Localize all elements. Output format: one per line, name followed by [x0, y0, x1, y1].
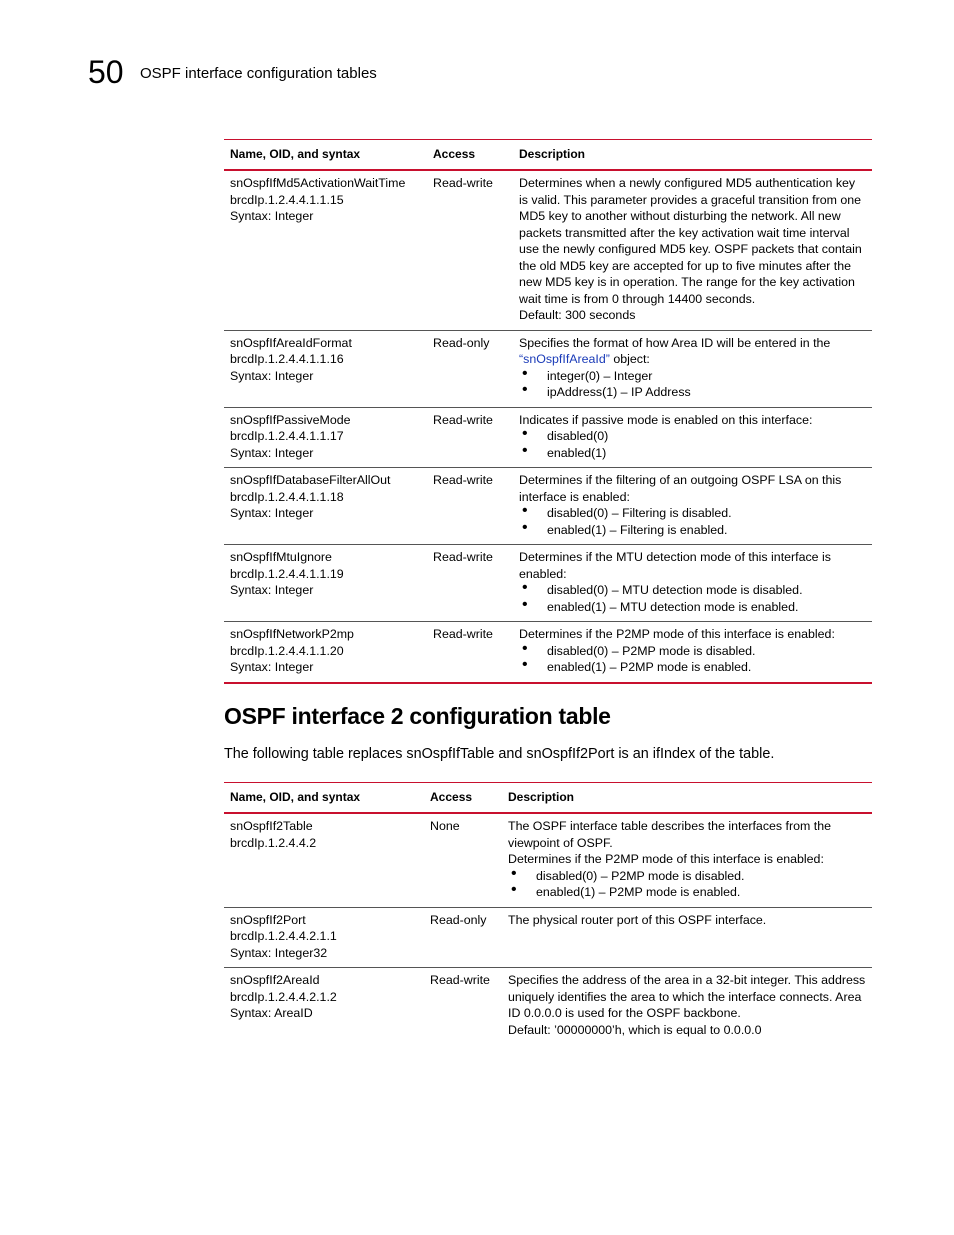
object-name: snOspfIfMtuIgnore	[230, 550, 332, 564]
object-name: snOspfIf2Port	[230, 912, 306, 927]
name-cell	[224, 170, 427, 330]
object-syntax: Syntax: Integer32	[230, 945, 328, 960]
object-oid: brcdIp.1.2.4.4.1.1.18	[230, 489, 344, 504]
section-intro: The following table replaces snOspfIfTable and snOspfIf2Port is an ifIndex of the table.	[224, 746, 775, 762]
table-header-row	[224, 783, 872, 814]
table-row	[224, 468, 872, 545]
name-cell	[224, 907, 424, 968]
table-row	[224, 407, 872, 468]
object-name: snOspfIfDatabaseFilterAllOut	[230, 473, 391, 487]
description-cell	[502, 968, 872, 1045]
col-header-access: Access	[430, 790, 473, 805]
bullet-list	[519, 368, 866, 401]
object-oid: brcdIp.1.2.4.4.1.1.15	[230, 192, 344, 207]
object-syntax: Syntax: AreaID	[230, 1006, 313, 1020]
bullet-item: • disabled(0)	[519, 428, 866, 445]
description-cell	[502, 813, 872, 907]
description-text	[519, 335, 866, 368]
object-syntax: Syntax: Integer	[230, 445, 314, 460]
object-syntax: Syntax: Integer	[230, 660, 314, 674]
object-oid: brcdIp.1.2.4.4.1.1.17	[230, 429, 344, 443]
chapter-number: 50	[88, 54, 124, 90]
name-cell	[224, 330, 427, 407]
object-oid: brcdIp.1.2.4.4.1.1.20	[230, 643, 344, 658]
access-cell: Read-write	[430, 973, 490, 987]
table-header-row	[224, 140, 872, 171]
description-default: Default: 300 seconds	[519, 308, 636, 322]
description-cell	[513, 170, 872, 330]
object-name: snOspfIf2Table	[230, 819, 313, 833]
col-header-name: Name, OID, and syntax	[230, 790, 361, 805]
bullet-item: • enabled(1) – P2MP mode is enabled.	[508, 884, 866, 901]
description-text: Indicates if passive mode is enabled on this interface:	[519, 412, 813, 427]
description-suffix: object:	[609, 352, 650, 366]
object-syntax: Syntax: Integer	[230, 583, 314, 597]
description-text: Determines if the P2MP mode of this interface is enabled:	[519, 627, 835, 641]
description-text: Specifies the address of the area in a 32-bit integer. This address uniquely identifies the area to which the interface connects. Area ID 0.0.0.0 is used for the OSPF backbone.	[508, 973, 866, 1020]
col-header-name: Name, OID, and syntax	[230, 147, 361, 162]
object-oid: brcdIp.1.2.4.4.1.1.16	[230, 352, 344, 366]
object-name: snOspfIfMd5ActivationWaitTime	[230, 176, 406, 190]
col-header-description: Description	[519, 147, 586, 162]
chapter-title: OSPF interface configuration tables	[140, 65, 377, 82]
table-row	[224, 813, 872, 907]
description-prefix: Specifies the format of how Area ID will be entered in the	[519, 335, 831, 350]
bullet-list	[519, 643, 866, 676]
object-oid: brcdIp.1.2.4.4.2.1.1	[230, 929, 337, 943]
object-oid: brcdIp.1.2.4.4.2.1.2	[230, 989, 337, 1004]
object-syntax: Syntax: Integer	[230, 209, 314, 223]
name-cell	[224, 968, 424, 1045]
col-header-access: Access	[433, 147, 476, 162]
table-row	[224, 907, 872, 968]
bullet-item: • enabled(1) – MTU detection mode is enabled.	[519, 599, 866, 616]
table-row	[224, 545, 872, 622]
table-row	[224, 170, 872, 330]
description-text: Determines if the MTU detection mode of this interface is enabled:	[519, 550, 831, 581]
col-header-description: Description	[508, 790, 575, 805]
bullet-item: • disabled(0) – Filtering is disabled.	[519, 505, 866, 522]
snospfifareaid-link[interactable]: “snOspfIfAreaId”	[519, 352, 610, 366]
bullet-list	[508, 868, 866, 901]
mib-table-ospf-if	[224, 139, 872, 684]
description-cell	[513, 545, 872, 622]
description-cell	[502, 907, 872, 968]
table-row	[224, 622, 872, 683]
access-cell: Read-write	[427, 545, 513, 622]
bullet-list	[519, 428, 866, 461]
object-syntax: Syntax: Integer	[230, 368, 314, 383]
bullet-item: • enabled(1) – Filtering is enabled.	[519, 522, 866, 539]
description-default: Default: ’00000000’h, which is equal to 0.0.0.0	[508, 1022, 762, 1037]
bullet-item: • enabled(1)	[519, 445, 866, 462]
bullet-item: • disabled(0) – P2MP mode is disabled.	[508, 868, 866, 885]
access-cell: Read-only	[424, 907, 502, 968]
bullet-item: • integer(0) – Integer	[519, 368, 866, 385]
description-extra: Determines if the P2MP mode of this interface is enabled:	[508, 852, 824, 866]
object-oid: brcdIp.1.2.4.4.2	[230, 835, 317, 850]
table-row	[224, 330, 872, 407]
name-cell	[224, 407, 427, 468]
object-oid: brcdIp.1.2.4.4.1.1.19	[230, 566, 344, 581]
object-name: snOspfIfAreaIdFormat	[230, 335, 352, 350]
bullet-list	[519, 505, 866, 538]
name-cell	[224, 468, 427, 545]
description-text: The physical router port of this OSPF interface.	[508, 912, 767, 927]
object-name: snOspfIfPassiveMode	[230, 412, 351, 427]
description-cell	[513, 407, 872, 468]
object-name: snOspfIf2AreaId	[230, 973, 320, 987]
bullet-item: • enabled(1) – P2MP mode is enabled.	[519, 659, 866, 676]
access-cell: Read-only	[427, 330, 513, 407]
section-heading: OSPF interface 2 configuration table	[224, 703, 611, 729]
access-cell: Read-write	[427, 468, 513, 545]
description-cell	[513, 330, 872, 407]
access-cell: Read-write	[427, 170, 513, 330]
bullet-item: • disabled(0) – MTU detection mode is disabled.	[519, 582, 866, 599]
description-text: The OSPF interface table describes the interfaces from the viewpoint of OSPF.	[508, 819, 831, 850]
access-cell: Read-write	[427, 407, 513, 468]
bullet-item: • disabled(0) – P2MP mode is disabled.	[519, 643, 866, 660]
description-text: Determines when a newly configured MD5 authentication key is valid. This parameter provides a graceful transition from one MD5 key to another without disturbing the network. All new packets transmitted after the key activation wait time interval use the newly configured MD5 key. OSPF packets that contain the old MD5 key are accepted for up to five minutes after the new MD5 key is in operation. The range for the key activation wait time is from 0 through 14400 seconds.	[519, 176, 862, 306]
access-cell: None	[424, 813, 502, 907]
description-text: Determines if the filtering of an outgoing OSPF LSA on this interface is enabled:	[519, 473, 842, 504]
mib-table-ospf-if2	[224, 782, 872, 1044]
access-cell: Read-write	[427, 622, 513, 683]
object-name: snOspfIfNetworkP2mp	[230, 627, 354, 641]
name-cell	[224, 813, 424, 907]
name-cell	[224, 545, 427, 622]
bullet-list	[519, 582, 866, 615]
description-cell	[513, 622, 872, 683]
bullet-item: • ipAddress(1) – IP Address	[519, 384, 866, 401]
description-cell	[513, 468, 872, 545]
object-syntax: Syntax: Integer	[230, 506, 314, 520]
table-row	[224, 968, 872, 1045]
name-cell	[224, 622, 427, 683]
